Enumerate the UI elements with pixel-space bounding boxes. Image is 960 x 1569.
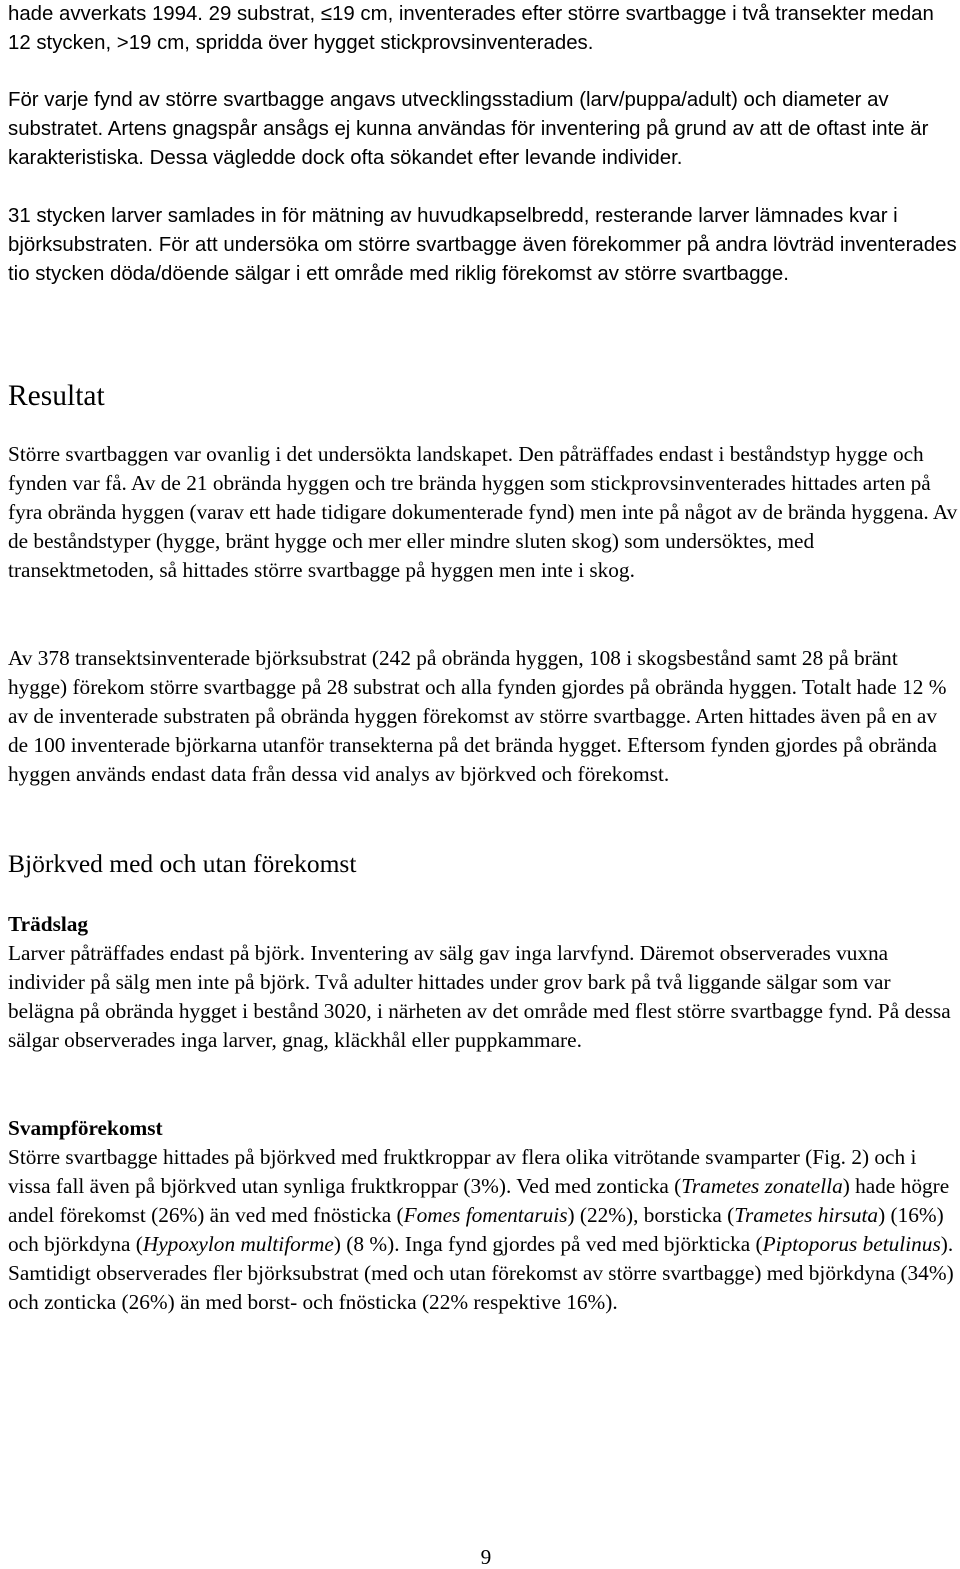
intro-paragraph-3: 31 stycken larver samlades in för mätning av huvudkapselbredd, resterande larver lämnades kvar i björksubstraten. För att undersöka om större svartbagge även förekommer på andra lövträd inventerades tio stycken döda/döende sälgar i ett område med riklig förekomst av större svartbagge. (8, 205, 957, 285)
species-name: Fomes fomentaruis (403, 1203, 568, 1227)
subheading-tradslag: Trädslag (8, 912, 89, 936)
subheading-svampforekomst: Svampförekomst (8, 1116, 163, 1140)
section-heading-resultat: Resultat (8, 380, 105, 412)
resultat-paragraph-2: Av 378 transektsinventerade björksubstrat (242 på obrända hyggen, 108 i skogsbestånd samt 28 på bränt hygge) förekom större svartbagge på 28 substrat och alla fynden gjordes på obrända hyggen. Totalt hade 12 % av de inventerade substraten på obrända hyggen förekomst av större svartbagge. Arten hittades även på en av de 100 inventerade björkarna utanför transekterna på det brända hygget. Eftersom fynden gjordes på obrända hyggen används endast data från dessa vid analys av björkved och förekomst. (8, 646, 947, 786)
page-number: 9 (480, 1545, 492, 1569)
intro-paragraph-2: För varje fynd av större svartbagge angavs utvecklingsstadium (larv/puppa/adult) och diameter av substratet. Artens gnagspår ansågs ej kunna användas för inventering på grund av att de oftast inte är karakteristiska. Dessa vägledde dock ofta sökandet efter levande individer. (8, 89, 929, 169)
tradslag-paragraph: Larver påträffades endast på björk. Inventering av sälg gav inga larvfynd. Däremot observerades vuxna individer på sälg men inte på björk. Två adulter hittades under grov bark på två liggande sälgar som var belägna på obrända hygget i bestånd 3020, i närheten av det område med flest större svartbagge fynd. På dessa sälgar observerades inga larver, gnag, kläckhål eller puppkammare. (8, 941, 951, 1052)
species-name: Trametes zonatella (681, 1174, 843, 1198)
species-name: Piptoporus betulinus (762, 1232, 941, 1256)
species-name: Trametes hirsuta (734, 1203, 879, 1227)
species-name: Hypoxylon multiforme (142, 1232, 334, 1256)
resultat-paragraph-1: Större svartbaggen var ovanlig i det undersökta landskapet. Den påträffades endast i beståndstyp hygge och fynden var få. Av de 21 obrända hyggen och tre brända hyggen som stickprovsinventerades hittades arten på fyra obrända hyggen (varav ett hade tidigare dokumenterade fynd) men inte på något av de brända hyggena. Av de beståndstyper (hygge, bränt hygge och mer eller mindre sluten skog) som undersöktes, med transektmetoden, så hittades större svartbagge på hyggen men inte i skog. (8, 442, 958, 582)
section-heading-bjorkved: Björkved med och utan förekomst (8, 849, 357, 878)
svampforekomst-paragraph: Större svartbagge hittades på björkved med fruktkroppar av flera olika vitrötande svamparter (Fig. 2) och i vissa fall även på björkved utan synliga fruktkroppar (3%). Ved med zonticka (Trametes zonatella) hade högre andel förekomst (26%) än ved med fnösticka (Fomes fomentaruis) (22%), borsticka (Trametes hirsuta) (16%) och björkdyna (Hypoxylon multiforme) (8 %). Inga fynd gjordes på ved med björkticka (Piptoporus betulinus). Samtidigt observerades fler björksubstrat (med och utan förekomst av större svartbagge) med björkdyna (34%) och zonticka (26%) än med borst- och fnösticka (22% respektive 16%). (8, 1145, 954, 1314)
intro-paragraph-1: hade avverkats 1994. 29 substrat, ≤19 cm, inventerades efter större svartbagge i två transekter medan 12 stycken, >19 cm, spridda över hygget stickprovsinventerades. (8, 3, 934, 54)
